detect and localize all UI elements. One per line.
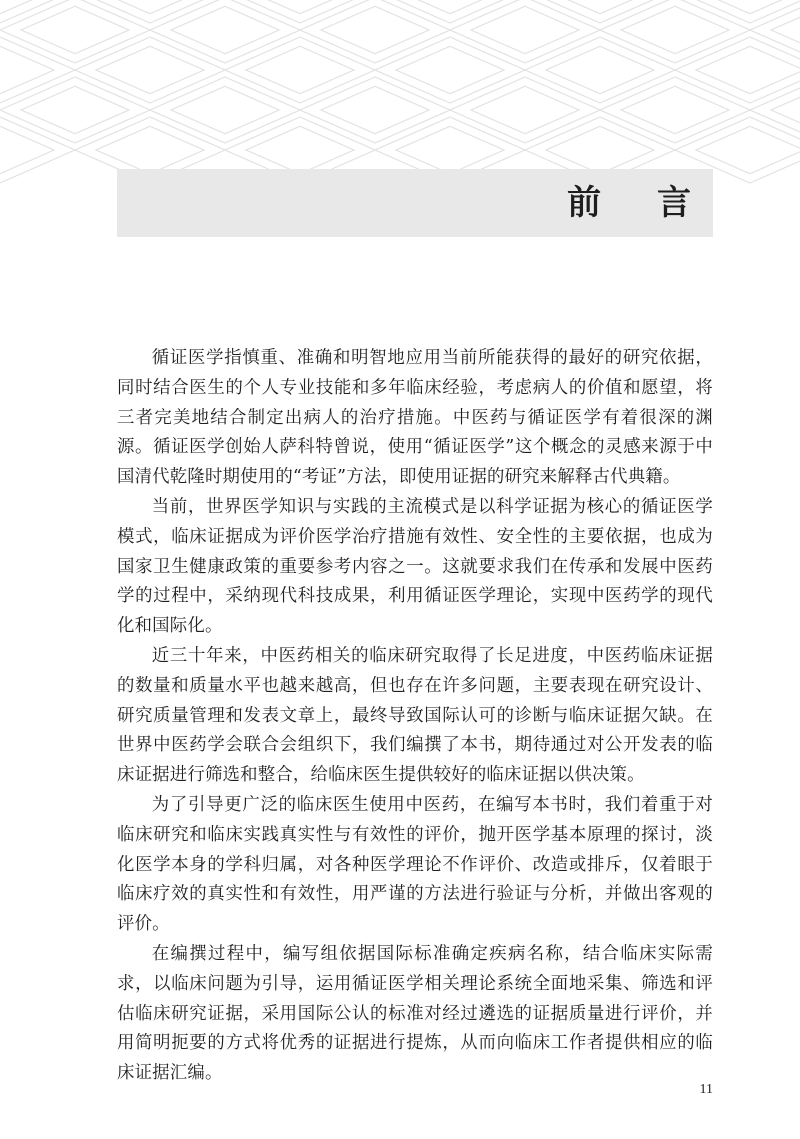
lattice-diamond	[150, 77, 300, 143]
lattice-diamond	[771, 6, 800, 54]
title-bar	[117, 169, 713, 237]
lattice-diamond	[696, 0, 800, 14]
lattice-diamond	[600, 77, 750, 143]
lattice-diamond	[525, 37, 675, 103]
lattice-diamond	[771, 86, 800, 134]
lattice-diamond	[375, 0, 525, 23]
lattice-diamond	[0, 77, 150, 143]
lattice-diamond	[0, 126, 54, 174]
paragraph-1: 循证医学指慎重、准确和明智地应用当前所能获得的最好的研究依据，同时结合医生的个人专业技能和多年临床经验，考虑病人的价值和愿望，将三者完美地结合制定出病人的治疗措施。中医药与循证医学有着很深的渊源。循证医学创始人萨科特曾说，使用“循证医学”这个概念的灵感来源于中国清代乾隆时期使用的“考证”方法，即使用证据的研究来解释古代典籍。	[117, 348, 713, 488]
paragraph-4: 为了引导更广泛的临床医生使用中医药，在编写本书时，我们着重于对临床研究和临床实践真实性与有效性的评价，抛开医学基本原理的探讨，淡化医学本身的学科归属，对各种医学理论不作评价、改造或排斥，仅着眼于临床疗效的真实性和有效性，用严谨的方法进行验证与分析，并做出客观的评价。	[117, 794, 713, 935]
lattice-diamond	[0, 46, 54, 94]
page-title: 前 言	[567, 183, 713, 223]
lattice-diamond	[375, 37, 525, 103]
preface-body	[117, 344, 713, 1089]
paragraph-3: 近三十年来，中医药相关的临床研究取得了长足进度，中医药临床证据的数量和质量水平也越来越高，但也存在许多问题，主要表现在研究设计、研究质量管理和发表文章上，最终导致国际认可的诊断与临床证据欠缺。在世界中医药学会联合会组织下，我们编撰了本书，期待通过对公开发表的临床证据进行筛选和整合，给临床医生提供较好的临床证据以供决策。	[117, 645, 713, 786]
lattice-diamond	[225, 37, 375, 103]
lattice-diamond	[300, 77, 450, 143]
lattice-diamond	[675, 0, 800, 23]
lattice-diamond	[75, 37, 225, 103]
paragraph-5: 在编撰过程中，编写组依据国际标准确定疾病名称，结合临床实际需求，以临床问题为引导，运用循证医学相关理论系统全面地采集、筛选和评估临床研究证据，采用国际公认的标准对经过遴选的证据质量进行评价，并用简明扼要的方式将优秀的证据进行提炼，从而向临床工作者提供相应的临床证据汇编。	[117, 943, 713, 1084]
lattice-diamond	[525, 0, 675, 23]
page-number: 11	[699, 1082, 713, 1097]
lattice-diamond	[675, 37, 800, 103]
lattice-diamond	[450, 77, 600, 143]
lattice-diamond	[225, 0, 375, 23]
lattice-diamond	[750, 77, 800, 143]
paragraph-2: 当前，世界医学知识与实践的主流模式是以科学证据为核心的循证医学模式，临床证据成为评价医学治疗措施有效性、安全性的主要依据，也成为国家卫生健康政策的重要参考内容之一。这就要求我们在传承和发展中医药学的过程中，采纳现代科技成果，利用循证医学理论，实现中医药学的现代化和国际化。	[117, 496, 713, 637]
lattice-diamond	[75, 0, 225, 23]
